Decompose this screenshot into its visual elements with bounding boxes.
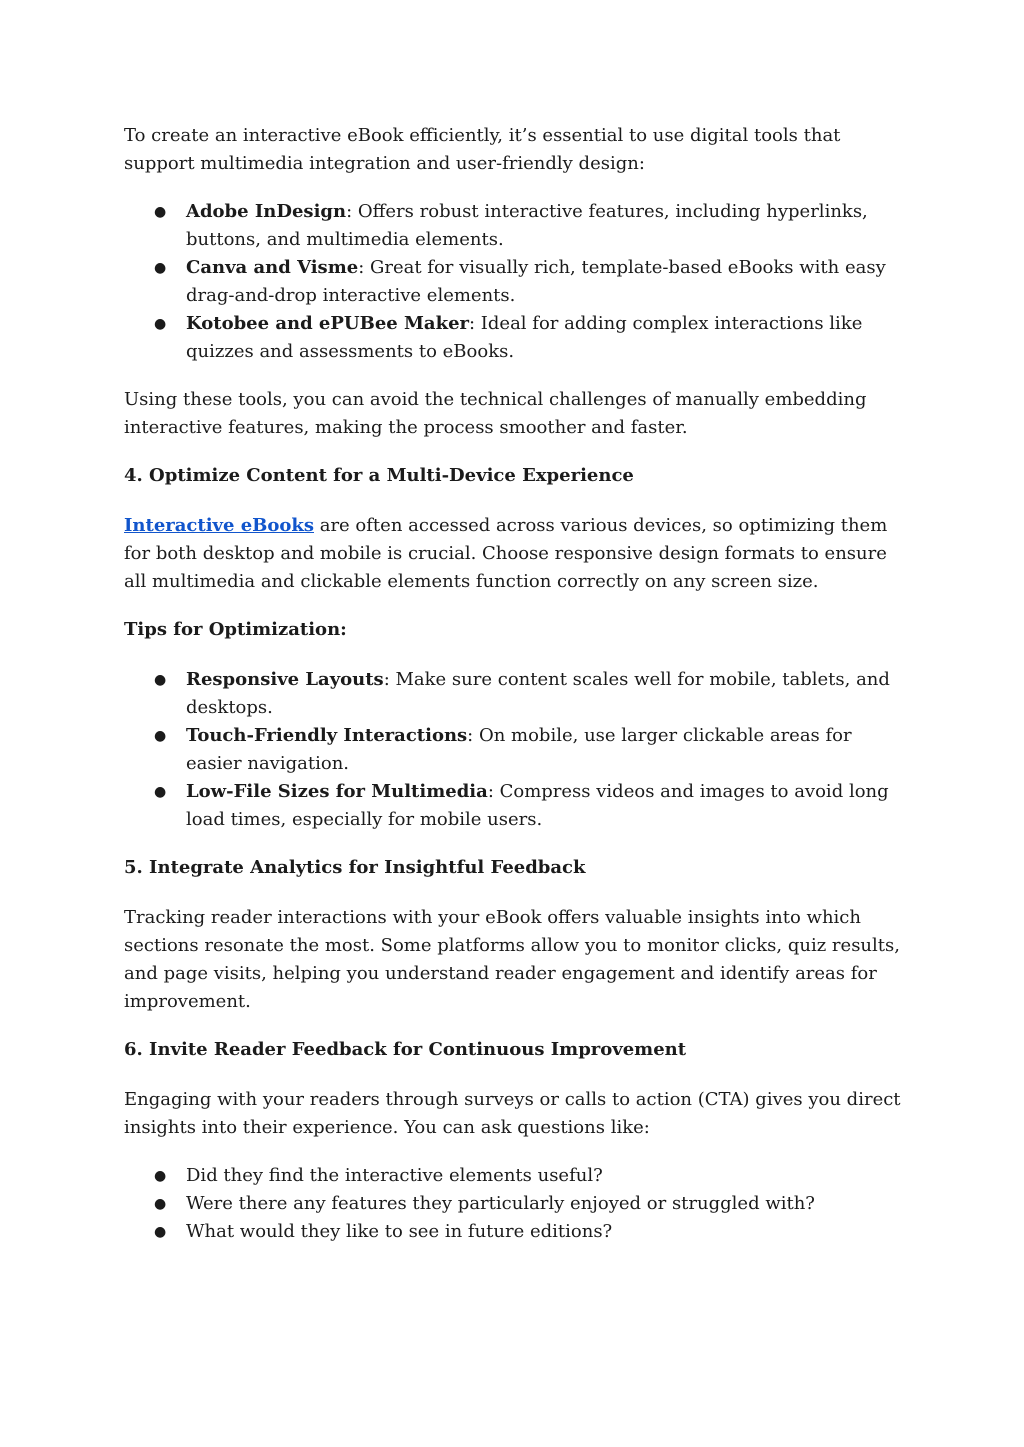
list-item-term: Low-File Sizes for Multimedia [186,781,488,802]
tips-heading: Tips for Optimization: [124,619,347,640]
section-4-heading: 4. Optimize Content for a Multi-Device Experience [124,465,634,486]
questions-list [124,1162,904,1246]
list-item-text: Did they find the interactive elements useful? [186,1165,603,1186]
bullet-icon: ● [154,784,167,800]
list-item-term: Responsive Layouts [186,669,384,690]
bullet-icon: ● [154,1224,167,1240]
section-6-heading: 6. Invite Reader Feedback for Continuous Improvement [124,1039,687,1060]
list-item-desc: : Make sure content scales well for mobile, tablets, and desktops. [186,669,890,718]
section-4-body: are often accessed across various devices, so optimizing them for both desktop and mobile is crucial. Choose responsive design formats to ensure all multimedia and clickable elements function correctly on any screen size. [124,515,888,592]
list-item [124,1190,904,1218]
list-item-desc: : On mobile, use larger clickable areas for easier navigation. [186,725,852,774]
bullet-icon: ● [154,1168,167,1184]
list-item-desc: : Ideal for adding complex interactions like quizzes and assessments to eBooks. [186,313,863,362]
list-item [124,310,904,366]
list-item [124,1162,904,1190]
list-item-term: Canva and Visme [186,257,359,278]
list-item-desc: : Compress videos and images to avoid long load times, especially for mobile users. [186,781,889,830]
list-item [124,666,904,722]
list-item-term: Touch-Friendly Interactions [186,725,468,746]
list-item-term: Adobe InDesign [186,201,347,222]
list-item [124,778,904,834]
list-item-text: Were there any features they particularly enjoyed or struggled with? [186,1193,815,1214]
list-item-text: What would they like to see in future editions? [186,1221,613,1242]
section-4-paragraph [124,512,904,596]
list-item [124,722,904,778]
list-item [124,254,904,310]
section-6-paragraph: Engaging with your readers through surveys or calls to action (CTA) gives you direct insights into their experience. You can ask questions like: [124,1089,901,1138]
list-item-desc: : Great for visually rich, template-based eBooks with easy drag-and-drop interactive elements. [186,257,886,306]
list-item-desc: : Offers robust interactive features, including hyperlinks, buttons, and multimedia elements. [186,201,868,250]
intro-paragraph: To create an interactive eBook efficiently, it’s essential to use digital tools that support multimedia integration and user-friendly design: [124,125,841,174]
bullet-icon: ● [154,260,167,276]
list-item [124,1218,904,1246]
list-item-term: Kotobee and ePUBee Maker [186,313,469,334]
tools-list [124,198,904,366]
document-page [124,122,904,1266]
bullet-icon: ● [154,316,167,332]
bullet-icon: ● [154,672,167,688]
bullet-icon: ● [154,1196,167,1212]
section-5-paragraph: Tracking reader interactions with your eBook offers valuable insights into which sections resonate the most. Some platforms allow you to monitor clicks, quiz results, and page visits, helping you understand reader engagement and identify areas for improvement. [124,907,900,1012]
list-item [124,198,904,254]
interactive-ebooks-link[interactable]: Interactive eBooks [124,515,314,536]
tools-summary-paragraph: Using these tools, you can avoid the technical challenges of manually embedding interactive features, making the process smoother and faster. [124,389,867,438]
section-5-heading: 5. Integrate Analytics for Insightful Feedback [124,857,586,878]
tips-list [124,666,904,834]
bullet-icon: ● [154,204,167,220]
bullet-icon: ● [154,728,167,744]
